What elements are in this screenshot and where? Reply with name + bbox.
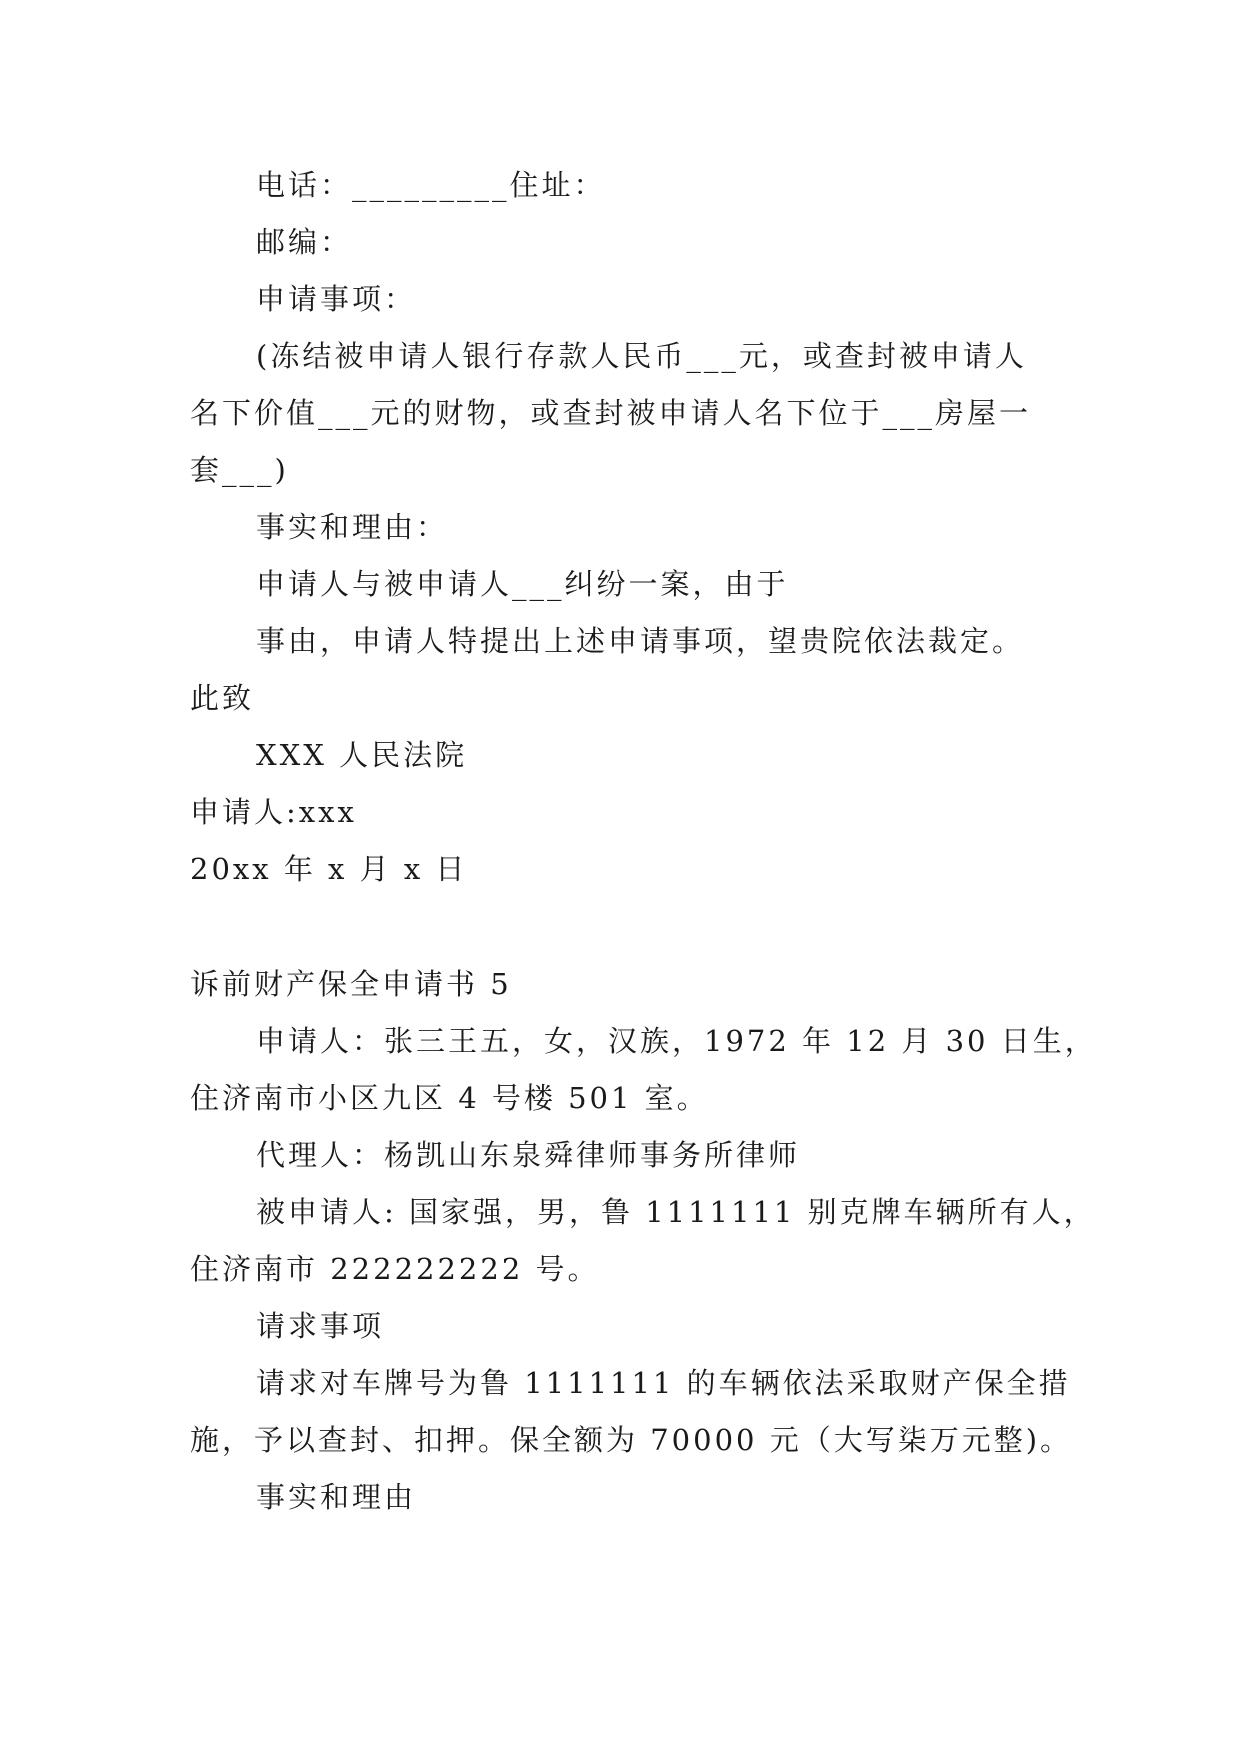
agent-info: 代理人：杨凯山东泉舜律师事务所律师 xyxy=(256,1138,801,1172)
request-items-text-3: 套___) xyxy=(190,453,289,487)
applicant-info-2: 住济南市小区九区 4 号楼 501 室。 xyxy=(190,1081,709,1115)
applicant-signature: 申请人:xxx xyxy=(190,795,357,829)
facts-reasons-heading: 事实和理由： xyxy=(256,510,449,544)
signature-date: 20xx 年 x 月 x 日 xyxy=(190,852,468,886)
postcode-line: 邮编： xyxy=(256,225,353,259)
facts-text-1: 申请人与被申请人___纠纷一案，由于 xyxy=(256,567,789,601)
respondent-info-2: 住济南市 222222222 号。 xyxy=(190,1252,600,1286)
court-name: XXX 人民法院 xyxy=(256,738,468,772)
phone-address-line: 电话：_________住址： xyxy=(256,168,606,202)
facts-text-2: 事由，申请人特提出上述申请事项，望贵院依法裁定。 xyxy=(256,624,1025,658)
request-items-heading: 申请事项： xyxy=(256,282,417,316)
applicant-info-1: 申请人：张三王五，女，汉族，1972 年 12 月 30 日生， xyxy=(256,1024,1097,1058)
request-items-text-1: (冻结被申请人银行存款人民币___元，或查封被申请人 xyxy=(256,339,1027,373)
claims-text-1: 请求对车牌号为鲁 1111111 的车辆依法采取财产保全措 xyxy=(256,1366,1071,1400)
claims-heading: 请求事项 xyxy=(256,1309,385,1343)
salutation: 此致 xyxy=(190,681,255,715)
claims-text-2: 施，予以查封、扣押。保全额为 70000 元（大写柒万元整)。 xyxy=(190,1423,1073,1457)
document-title: 诉前财产保全申请书 5 xyxy=(190,967,512,1001)
facts-reasons-heading-2: 事实和理由 xyxy=(256,1480,417,1514)
respondent-info-1: 被申请人: 国家强，男，鲁 1111111 别克牌车辆所有人， xyxy=(256,1195,1096,1229)
request-items-text-2: 名下价值___元的财物，或查封被申请人名下位于___房屋一 xyxy=(190,396,1032,430)
